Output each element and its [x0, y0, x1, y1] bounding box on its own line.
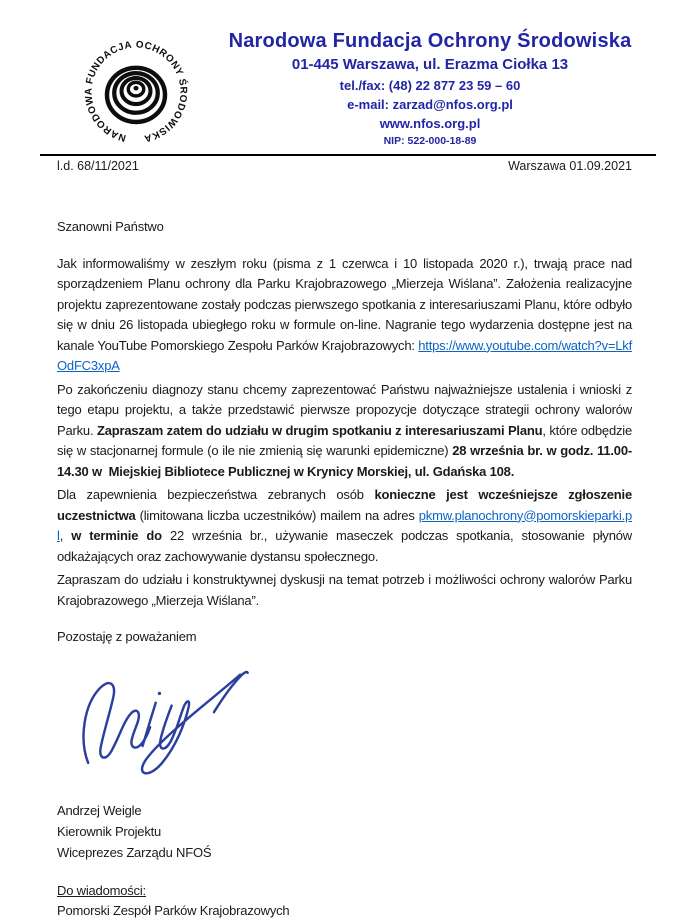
text-segment: Jak informowaliśmy w zeszłym roku (pisma z 1 czerwca i 10 listopada 2020 r.), trwają prace nad sporządzeniem Planu ochrony dla Parku Krajobrazowego „Mierzeja Wiślana”. Założenia realizacyjne projektu zaprezentowane zostały podczas pierwszego spotkania z interesariuszami Planu, które odbyło się w dniu 26 listopada ubiegłego roku w formule on-line. Nagranie tego wydarzenia dostępne jest na kanale YouTube Pomorskiego Zespołu Parków Krajobrazowych:: [57, 255, 632, 353]
org-tax-id: NIP: 522-000-18-89: [383, 135, 477, 147]
bold-text: 28 września br. w godz. 11.00-14.30 w Miejskiej Bibliotece Publicznej w Krynicy Morskiej, ul. Gdańska 108.: [57, 443, 632, 479]
logo-ring-text: NARODOWA FUNDACJA OCHRONY ŚRODOWISKA: [83, 39, 189, 144]
text-segment: , które odbędzie się w stacjonarnej formule (o ile nie zmienią się warunki epidemiczne): [57, 422, 632, 458]
cc-block: [57, 881, 632, 921]
signer-name: Andrzej Weigle: [57, 802, 142, 818]
logo-rings-icon: [107, 68, 165, 122]
bold-text: Zapraszam zatem do udziału w drugim spotkaniu z interesariuszami Planu: [96, 422, 543, 438]
reference-row: [57, 158, 632, 175]
svg-text:NARODOWA FUNDACJA OCHRONY ŚROD: [83, 39, 189, 143]
text-segment: Po zakończeniu diagnozy stanu chcemy zaprezentować Państwu najważniejsze ustalenia i wnioski z tego etapu projektu, a także przedstawić pierwsze propozycje dotyczące strategii ochrony walorów Parku.: [57, 381, 632, 438]
hyperlink[interactable]: https://www.youtube.com/watch?v=LkfOdFC3xpA: [57, 337, 632, 373]
bold-text: w terminie do: [71, 528, 162, 543]
paragraph-2: [57, 380, 632, 483]
letterhead: [0, 0, 690, 149]
closing-phrase: Pozostaję z poważaniem: [57, 629, 197, 644]
signer-block: [57, 800, 632, 863]
handwritten-signature: [67, 654, 327, 776]
cc-recipient: Pomorski Zespół Parków Krajobrazowych: [57, 902, 290, 918]
org-address: 01-445 Warszawa, ul. Erazma Ciołka 13: [291, 56, 569, 73]
letter-body: [57, 217, 632, 921]
signer-role: Kierownik Projektu: [57, 823, 162, 839]
text-segment: (limitowana liczba uczestników) mailem na adres: [135, 507, 419, 523]
place-and-date: Warszawa 01.09.2021: [508, 159, 632, 173]
signer-role2: Wiceprezes Zarządu NFOŚ: [57, 844, 212, 860]
org-email: e-mail: zarzad@nfos.org.pl: [347, 97, 513, 112]
hyperlink[interactable]: pkmw.planochrony@pomorskieparki.pl: [57, 507, 632, 543]
cc-label: Do wiadomości:: [57, 882, 146, 898]
letterhead-text: [170, 28, 690, 149]
org-website: www.nfos.org.pl: [379, 116, 481, 131]
salutation: Szanowni Państwo: [57, 219, 164, 234]
header-divider: [40, 154, 656, 156]
paragraph-3: [57, 485, 632, 567]
text-segment: Zapraszam do udziału i konstruktywnej dyskusji na temat potrzeb i możliwości ochrony walorów Parku Krajobrazowego „Mierzeja Wiślana”.: [57, 572, 632, 608]
org-logo: [78, 34, 194, 150]
bold-text: konieczne jest wcześniejsze zgłoszenie uczestnictwa: [57, 487, 632, 523]
org-name: Narodowa Fundacja Ochrony Środowiska: [228, 30, 632, 52]
text-segment: ,: [59, 528, 72, 543]
paragraph-1: [57, 254, 632, 377]
text-segment: 22 września br., używanie maseczek podczas spotkania, stosowanie płynów odkażających oraz zachowywanie dystansu społecznego.: [57, 528, 632, 564]
reference-number: l.d. 68/11/2021: [57, 159, 139, 173]
signature-ink-icon: [67, 654, 327, 776]
paragraph-4: [57, 570, 632, 611]
org-phone: tel./fax: (48) 22 877 23 59 – 60: [339, 78, 521, 93]
org-logo-emblem: [78, 34, 194, 150]
text-segment: Dla zapewnienia bezpieczeństwa zebranych osób: [57, 487, 375, 502]
